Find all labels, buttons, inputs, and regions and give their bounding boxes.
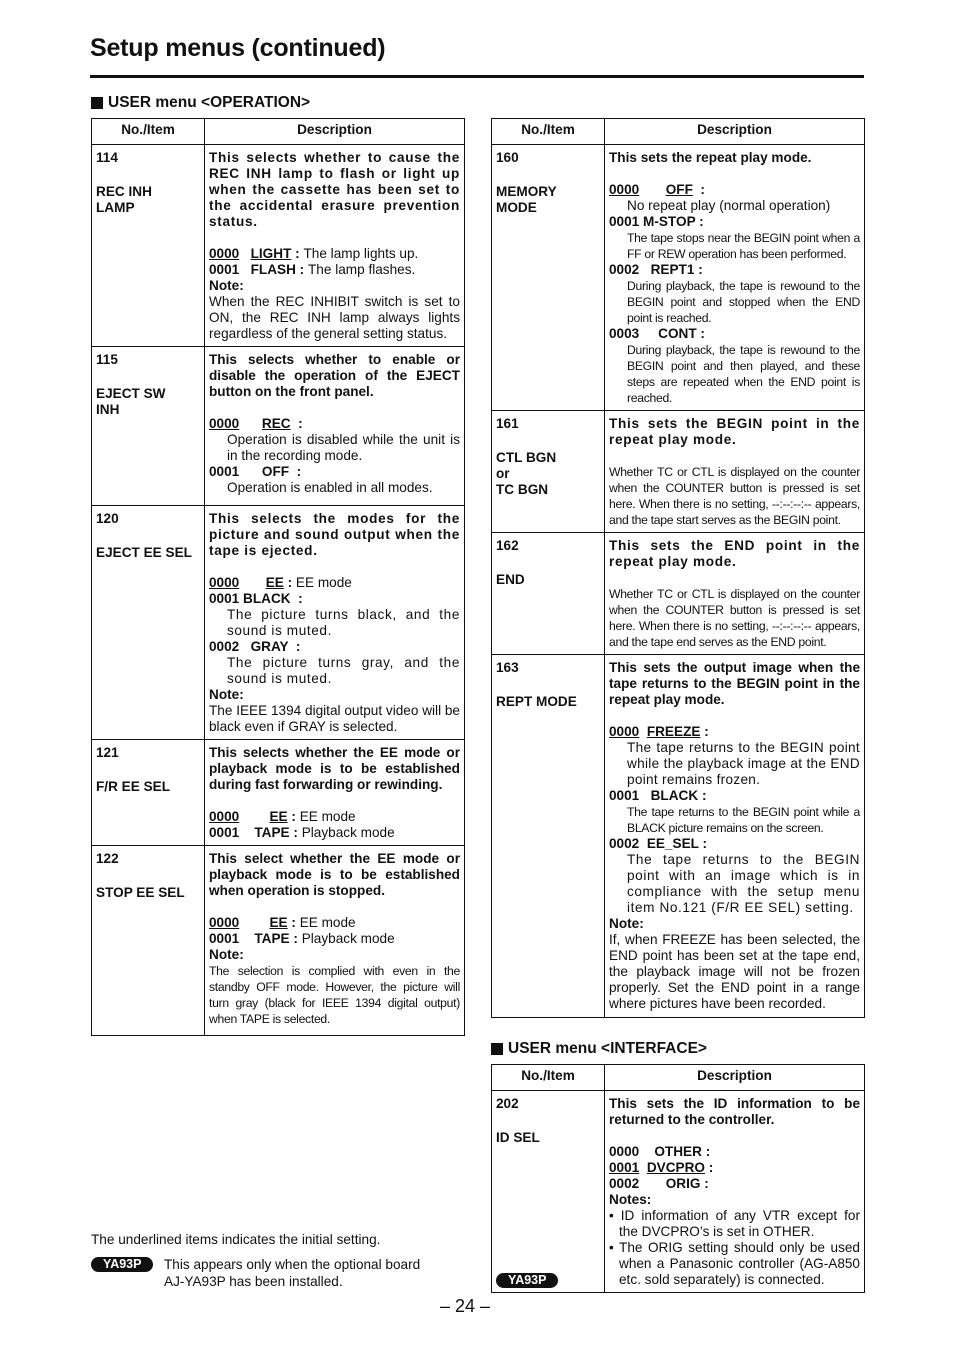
- option-0000: 0000 EE : EE mode: [209, 809, 356, 824]
- table-row-114: [92, 145, 465, 347]
- item-name: F/R EE SEL: [96, 779, 171, 794]
- item-lead: This selects whether to cause the REC INH lamp to flash or light up when the cassette has been set to the accidental erasure prevention status.: [209, 150, 460, 229]
- table-row-160: [492, 145, 865, 411]
- item-number: 162: [496, 538, 519, 553]
- col-no-header: No./Item: [492, 1065, 605, 1091]
- col-desc-header: Description: [205, 119, 465, 145]
- option-0000: 0000 LIGHT : The lamp lights up.: [209, 246, 419, 261]
- page-number: – 24 –: [440, 1296, 491, 1316]
- note-label: Note:: [209, 278, 244, 293]
- item-cell: [492, 1091, 605, 1293]
- item-name-line2: MODE: [496, 200, 537, 215]
- item-cell: [92, 740, 205, 846]
- item-cell: [492, 411, 605, 533]
- note-bullet: • ID information of any VTR except for the DVCPRO’s is set in OTHER.: [609, 1208, 860, 1239]
- description-cell: This sets the output image when the tape returns to the BEGIN point in the repeat play mode. 0000 FREEZE : The tape returns to the BEGIN point while the playback image at the END point remains frozen. 0001 BLACK : The tape returns to the BEGIN point while a BLACK picture remains on the screen. 0002 EE_SEL : The tape returns to the BEGIN point with an image which is in compliance with the setup menu item No.121 (F/R EE SEL) setting. Note: If, when FREEZE has been selected, the END point has been set at the tape end, the playback image will not be frozen properly. Set the END point in a range where pictures have been recorded.: [605, 655, 865, 1018]
- option-0000: 0000 OTHER :: [609, 1144, 711, 1159]
- operation-table: [91, 118, 465, 1036]
- ya93p-badge: YA93P: [91, 1257, 153, 1272]
- description-cell: This sets the repeat play mode. 0000 OFF : No repeat play (normal operation) 0001 M-STOP : The tape stops near the BEGIN point when a FF or REW operation has been performed. 0002 REPT1 : During playback, the tape is rewound to the BEGIN point and stopped when the END point is reached. 0003 CONT : During playback, the tape is rewound to the BEGIN point and then played, and these steps are repeated when the END point is reached.: [605, 145, 865, 411]
- item-cell: [92, 347, 205, 506]
- item-name: ID SEL: [496, 1130, 540, 1145]
- interface-heading: USER menu <INTERFACE>: [491, 1040, 707, 1058]
- item-cell: [92, 506, 205, 740]
- description-cell: [205, 740, 465, 846]
- description-cell: This selects whether to enable or disable the operation of the EJECT button on the front panel. 0000 REC : Operation is disabled while the unit is in the recording mode. 0001 OFF : Operation is enabled in all modes.: [205, 347, 465, 506]
- underline-footnote: The underlined items indicates the initial setting.: [91, 1232, 381, 1247]
- col-desc-header: Description: [605, 119, 865, 145]
- table-row-122: [92, 846, 465, 1036]
- description-cell: [605, 533, 865, 655]
- item-cell: [92, 846, 205, 1036]
- ya93p-footnote: YA93P This appears only when the optional board AJ-YA93P has been installed.: [91, 1256, 153, 1273]
- item-number: 114: [96, 150, 118, 165]
- item-cell: [492, 533, 605, 655]
- repeat-table: [491, 118, 865, 1018]
- interface-table: [491, 1064, 865, 1293]
- option-0001: 0001 BLACK :: [609, 788, 707, 803]
- item-number: 121: [96, 745, 119, 760]
- table-row-163: [492, 655, 865, 1018]
- item-lead: This selects whether the EE mode or playback mode is to be established during fast forwarding or rewinding.: [209, 745, 460, 792]
- item-cell: [492, 655, 605, 1018]
- table-row-120: [92, 506, 465, 740]
- item-number: 160: [496, 150, 519, 165]
- item-number: 202: [496, 1096, 519, 1111]
- description-cell: [205, 145, 465, 347]
- table-row-121: [92, 740, 465, 846]
- item-name: CTL BGN: [496, 450, 557, 465]
- item-name-line2: INH: [96, 402, 120, 417]
- item-number: 163: [496, 660, 519, 675]
- option-0001: 0001 OFF :: [209, 464, 302, 479]
- title-rule: [90, 75, 864, 78]
- col-no-header: No./Item: [92, 119, 205, 145]
- item-lead: This sets the output image when the tape returns to the BEGIN point in the repeat play mode.: [609, 660, 860, 707]
- note-label: Note:: [209, 947, 244, 962]
- note-text: When the REC INHIBIT switch is set to ON, the REC INH lamp always lights regardless of the general setting status.: [209, 294, 460, 341]
- item-lead: This selects the modes for the picture and sound output when the tape is ejected.: [209, 511, 460, 558]
- item-name: REPT MODE: [496, 694, 577, 709]
- col-no-header: No./Item: [492, 119, 605, 145]
- note-text: The selection is complied with even in the standby OFF mode. However, the picture will turn gray (black for IEEE 1394 digital output) when TAPE is selected.: [209, 964, 460, 1026]
- option-0001: 0001 DVCPRO :: [609, 1160, 714, 1175]
- option-0001: 0001 TAPE : Playback mode: [209, 825, 395, 840]
- option-0000: 0000 OFF :: [609, 182, 705, 197]
- item-name-line2: LAMP: [96, 200, 135, 215]
- item-number: 120: [96, 511, 119, 526]
- option-0000: 0000 REC :: [209, 416, 303, 431]
- col-desc-header: Description: [605, 1065, 865, 1091]
- item-text: Whether TC or CTL is displayed on the counter when the COUNTER button is pressed is set here. When there is no setting, --:--:--:-- appears, and the tape end serves as the END point.: [609, 587, 860, 649]
- notes-label: Notes:: [609, 1192, 652, 1207]
- bullet-square-icon: [491, 1043, 503, 1055]
- note-label: Note:: [209, 687, 244, 702]
- item-lead: This select whether the EE mode or playback mode is to be established when operation is stopped.: [209, 851, 460, 898]
- description-cell: [605, 411, 865, 533]
- item-cell: [92, 145, 205, 347]
- note-text: The IEEE 1394 digital output video will be black even if GRAY is selected.: [209, 703, 460, 734]
- table-header-row: [92, 119, 465, 145]
- item-number: 115: [96, 352, 118, 367]
- table-row-115: [92, 347, 465, 506]
- option-0003: 0003 CONT :: [609, 326, 705, 341]
- table-header-row: [492, 119, 865, 145]
- item-lead: This sets the repeat play mode.: [609, 150, 812, 165]
- table-row-162: [492, 533, 865, 655]
- item-name: STOP EE SEL: [96, 885, 185, 900]
- table-row-161: [492, 411, 865, 533]
- option-0001: 0001 M-STOP :: [609, 214, 704, 229]
- item-cell: [492, 145, 605, 411]
- description-cell: This selects the modes for the picture and sound output when the tape is ejected. 0000 EE : EE mode 0001 BLACK : The picture turns black, and the sound is muted. 0002 GRAY : The picture turns gray, and the sound is muted. Note: The IEEE 1394 digital output video will be black even if GRAY is selected.: [205, 506, 465, 740]
- ya93p-badge: YA93P: [496, 1273, 558, 1288]
- item-name: EJECT SW: [96, 386, 166, 401]
- item-lead: This sets the END point in the repeat play mode.: [609, 538, 860, 569]
- item-number: 161: [496, 416, 519, 431]
- page-title: Setup menus (continued): [90, 34, 386, 62]
- table-header-row: [492, 1065, 865, 1091]
- option-0002: 0002 EE_SEL :: [609, 836, 708, 851]
- item-name-line2: or: [496, 466, 510, 481]
- option-0001: 0001 TAPE : Playback mode: [209, 931, 395, 946]
- option-0002: 0002 GRAY :: [209, 639, 301, 654]
- description-cell: [605, 1091, 865, 1293]
- item-lead: This sets the BEGIN point in the repeat play mode.: [609, 416, 860, 447]
- option-0001: 0001 FLASH : The lamp flashes.: [209, 262, 416, 277]
- item-lead: This sets the ID information to be returned to the controller.: [609, 1096, 860, 1127]
- table-row-202: [492, 1091, 865, 1293]
- option-0002: 0002 ORIG :: [609, 1176, 709, 1191]
- option-0002: 0002 REPT1 :: [609, 262, 703, 277]
- item-name: MEMORY: [496, 184, 557, 199]
- item-name: END: [496, 572, 525, 587]
- note-label: Note:: [609, 916, 644, 931]
- item-name: EJECT EE SEL: [96, 545, 192, 560]
- item-lead: This selects whether to enable or disable the operation of the EJECT button on the front panel.: [209, 352, 460, 399]
- bullet-square-icon: [91, 97, 103, 109]
- note-text: If, when FREEZE has been selected, the END point has been set at the tape end, the playback image will not be frozen properly. Set the END point in a range where pictures have been recorded.: [609, 932, 860, 1011]
- description-cell: [205, 846, 465, 1036]
- item-text: Whether TC or CTL is displayed on the counter when the COUNTER button is pressed is set here. When there is no setting, --:--:--:-- appears, and the tape start serves as the BEGIN point.: [609, 465, 860, 527]
- operation-heading: USER menu <OPERATION>: [91, 94, 310, 112]
- option-0001: 0001 BLACK :: [209, 591, 303, 606]
- option-0000: 0000 FREEZE :: [609, 724, 709, 739]
- item-number: 122: [96, 851, 119, 866]
- item-name-line3: TC BGN: [496, 482, 549, 497]
- item-name: REC INH: [96, 184, 152, 199]
- option-0000: 0000 EE : EE mode: [209, 575, 352, 590]
- note-bullet: • The ORIG setting should only be used when a Panasonic controller (AG-A850 etc. sold separately) is connected.: [609, 1240, 860, 1287]
- option-0000: 0000 EE : EE mode: [209, 915, 356, 930]
